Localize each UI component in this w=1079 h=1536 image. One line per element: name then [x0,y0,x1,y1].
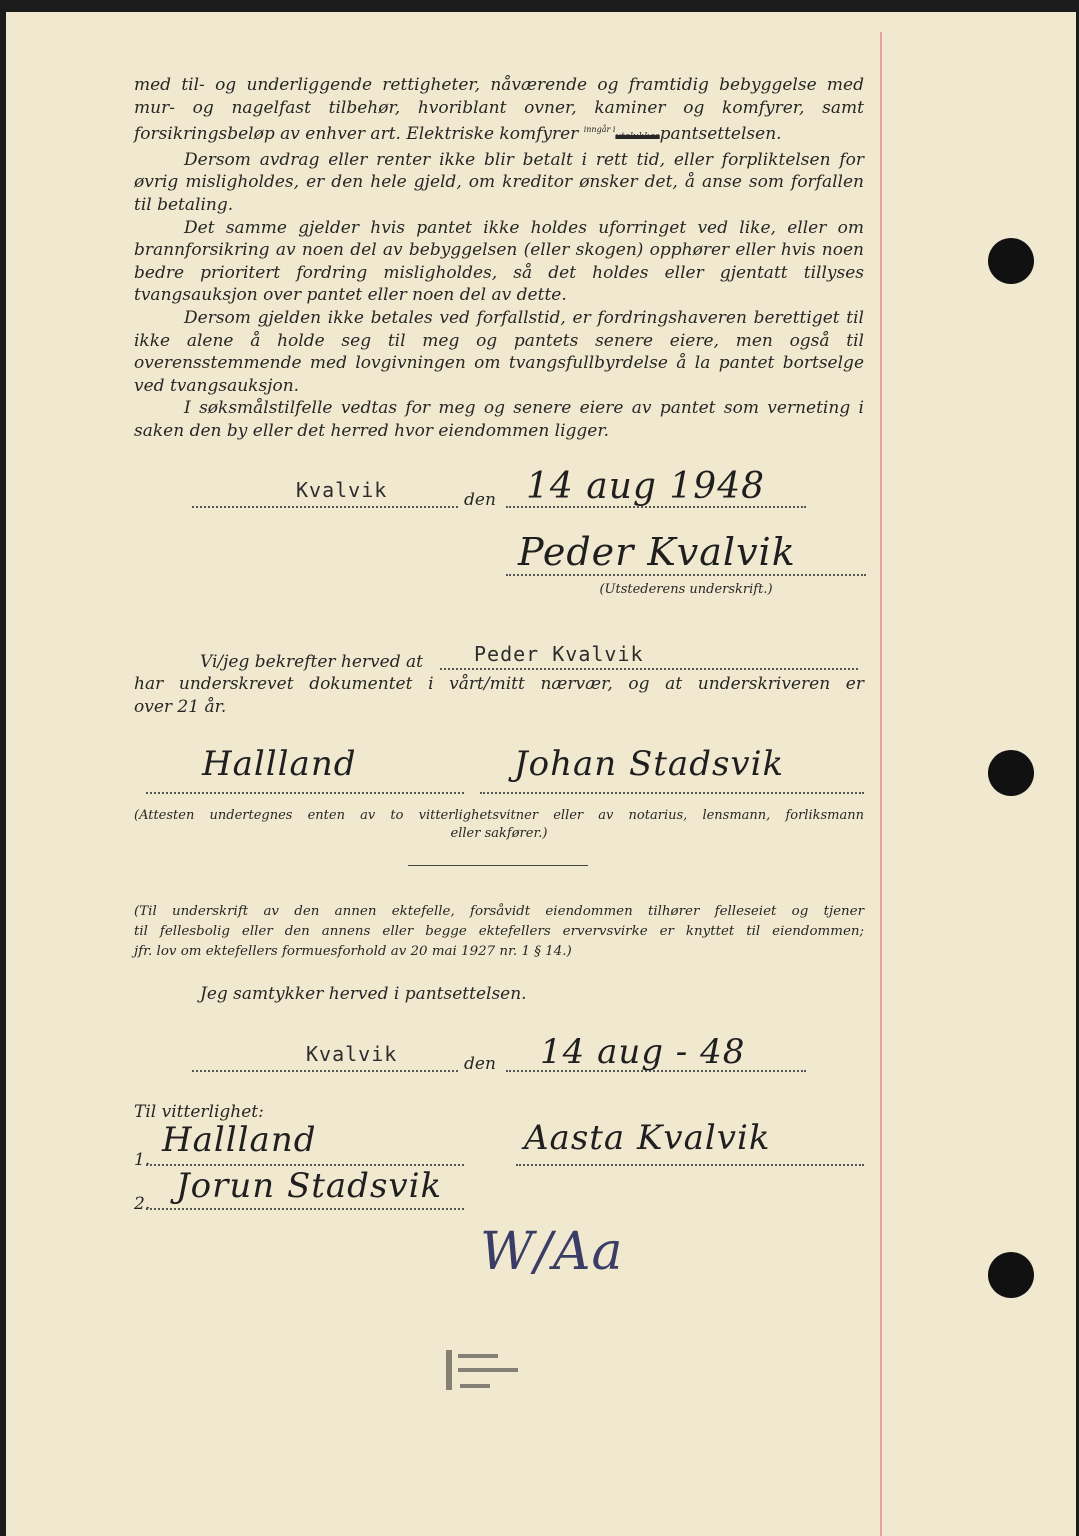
consent-place: Kvalvik [306,1042,398,1066]
attest-name: Peder Kvalvik [474,642,644,666]
den-label: den [464,490,496,510]
paragraph-3: Det samme gjelder hvis pantet ikke holdes uforringet ved like, eller om brannforsikring av noen del av bebyggelsen (eller skogen) opphører eller hvis noen bedre prioritert fordring misligholdes, så det holdes eller gjentatt tillyses tvangsauksjon over pantet eller noen del av dette. [134,217,864,306]
witness-2-signature: Johan Stadsvik [514,744,785,784]
spouse-note-line-2: til fellesbolig eller den annens eller begge ektefellers ervervsvirke er knyttet til eiendommen; [134,924,864,939]
body-text [134,74,864,443]
issuer-signature-line [506,574,866,576]
punch-hole-top [988,238,1034,284]
consent-witness-2-line [146,1208,464,1210]
attest-note-line-2: eller sakfører.) [450,826,548,841]
issuer-date: 14 aug 1948 [526,466,766,507]
consent-witness-1-signature: Hallland [162,1120,317,1160]
document-page [6,12,1076,1536]
attest-line-3: over 21 år. [134,697,227,717]
issuer-place: Kvalvik [296,478,388,502]
smudge-mark [446,1350,452,1390]
inserted-word: inngår i [583,125,616,135]
paragraph-4: Dersom gjelden ikke betales ved forfallstid, er fordringshaveren berettiget til ikke alene å holde seg til meg og pantets senere eiere, men også til overensstemmende med lovgivningen om tvangsfullbyrdelse å la pantet bortselge ved tvangsauksjon. [134,307,864,396]
spouse-note-line-3: jfr. lov om ektefellers formuesforhold av 20 mai 1927 nr. 1 § 14.) [134,944,572,959]
punch-hole-bottom [988,1252,1034,1298]
witness-1-line [146,792,464,794]
attest-line-2: har underskrevet dokumentet i vårt/mitt nærvær, og at underskriveren er [134,674,864,694]
issuer-signature: Peder Kvalvik [518,530,796,574]
consent-witness-2-signature: Jorun Stadsvik [176,1166,443,1206]
spouse-signature: Aasta Kvalvik [524,1118,771,1158]
witness-2-line [480,792,864,794]
attest-intro: Vi/jeg bekrefter herved at [200,652,423,672]
stamp-mark: W/Aa [480,1222,624,1282]
witness-1-number: 1. [134,1150,151,1170]
place-line [192,506,458,508]
witness-label: Til vitterlighet: [134,1102,264,1122]
issuer-caption: (Utstederens underskrift.) [599,582,773,597]
attest-note-line-1: (Attesten undertegnes enten av to vitterlighetsvitner eller av notarius, lensmann, forliksmann [134,808,864,823]
smudge-mark [460,1384,490,1388]
smudge-mark [458,1354,498,1358]
spouse-signature-line [516,1164,864,1166]
end-word: pantsettelsen. [659,124,782,145]
spouse-note-line-1: (Til underskrift av den annen ektefelle, forsåvidt eiendommen tilhører felleseiet og tjener [134,904,864,919]
attest-name-line [440,668,858,670]
consent-den-label: den [464,1054,496,1074]
smudge-mark [458,1368,518,1372]
witness-1-signature: Hallland [202,744,357,784]
punch-hole-middle [988,750,1034,796]
consent-place-line [192,1070,458,1072]
red-margin-line [880,32,882,1536]
paragraph-2: Dersom avdrag eller renter ikke blir betalt i rett tid, eller forpliktelsen for øvrig misligholdes, er den hele gjeld, om kreditor ønsker det, å anse som forfallen til betaling. [134,149,864,215]
witness-2-number: 2. [134,1194,151,1214]
consent-text: Jeg samtykker herved i pantsettelsen. [200,984,527,1004]
struck-word: utelukkes [615,132,660,143]
paragraph-5: I søksmålstilfelle vedtas for meg og senere eiere av pantet som verneting i saken den by eller det herred hvor eiendommen ligger. [134,398,864,441]
divider-rule [408,865,588,866]
consent-date: 14 aug - 48 [540,1032,746,1072]
paragraph-1: med til- og underliggende rettigheter, nåværende og framtidig bebyggelse med mur- og nagelfast tilbehør, hvoriblant ovner, kaminer og komfyrer, samt forsikringsbeløp av enhver art. Elektriske komfyrer $^{inngår i}$utelukkespantsettelsen. [134,75,864,145]
